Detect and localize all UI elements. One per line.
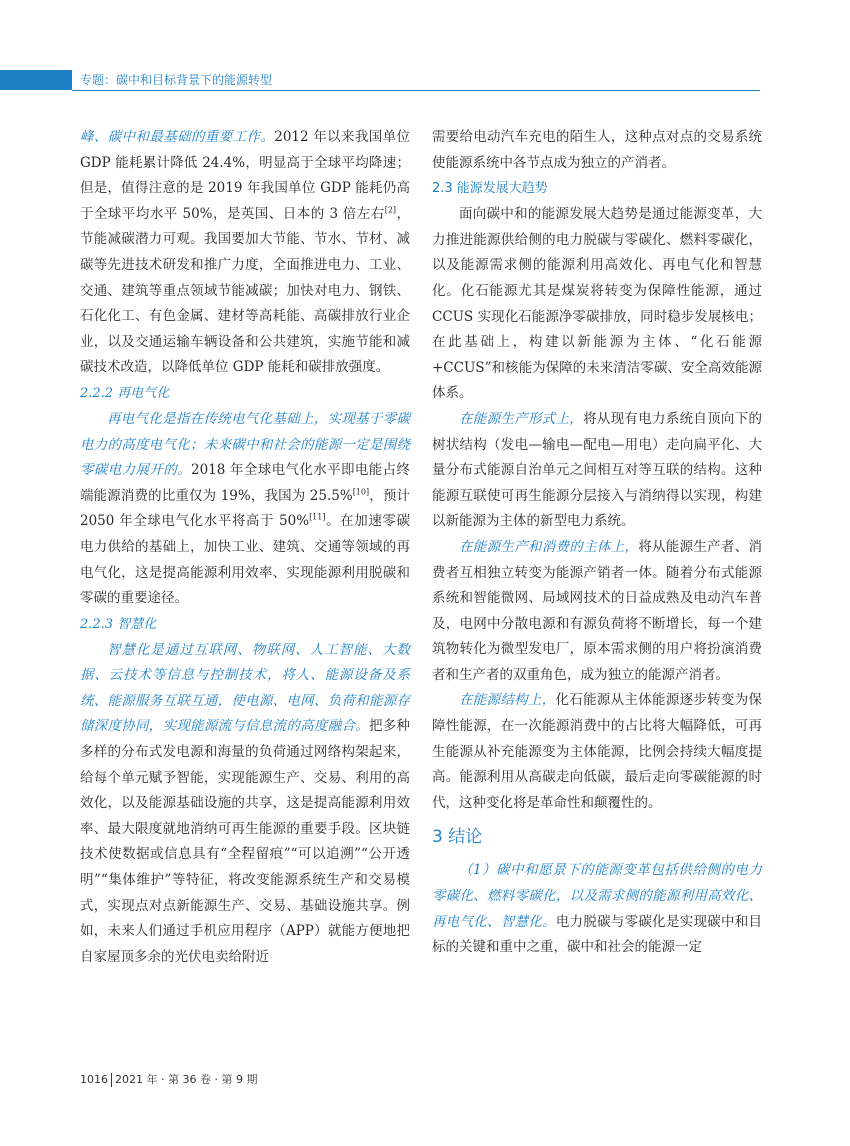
section-heading-3-conclusion: 3 结论: [432, 827, 483, 848]
emphasis-text: 峰、碳中和最基础的重要工作。: [80, 129, 275, 145]
journal-issue: 2021 年 · 第 36 卷 · 第 9 期: [115, 1073, 258, 1086]
section-heading-2-3: 2.3 能源发展大趋势: [432, 181, 548, 197]
page-footer: [80, 1073, 257, 1087]
emphasis-text: 再电气化是指在传统电气化基础上，实现基于零碳电力的高度电气化；未来碳中和社会的能源一定是围绕零碳电力展开的。: [80, 410, 410, 479]
paragraph-production-form: 在能源生产形式上，将从现有电力系统自顶向下的树状结构（发电—输电—配电—用电）走向扁平化、大量分布式能源自治单元之间相互对等互联的结构。这种能源互联使可再生能源分层接入与消纳得以实现，构建以新能源为主体的新型电力系统。: [432, 410, 763, 530]
citation-ref: [10]: [352, 487, 370, 497]
paragraph-trends: 面向碳中和的能源发展大趋势是通过能源变革，大力推进能源供给侧的电力脱碳与零碳化、燃料零碳化，以及能源需求侧的能源利用高效化、再电气化和智慧化。化石能源尤其是煤炭将转变为保障性能源，通过 CCUS 实现化石能源净零碳排放，同时稳步发展核电；在此基础上，构建以新能源为主体、“化石能源+CCUS”和核能为保障的未来清洁零碳、安全高效能源体系。: [432, 206, 762, 402]
emphasis-text: 智慧化是通过互联网、物联网、人工智能、大数据、云技术等信息与控制技术，将人、能源设备及系统、能源服务互联互通，使电源、电网、负荷和能源存储深度协同，实现能源流与信息流的高度融合。: [80, 641, 410, 735]
section-heading-2-2-3: 2.2.3 智慧化: [80, 616, 157, 632]
paragraph-energy-saving: 峰、碳中和最基础的重要工作。2012 年以来我国单位 GDP 能耗累计降低 24.4%，明显高于全球平均降速；但是，值得注意的是 2019 年我国单位 GDP 能耗仍高于全球平均水平 50%，是英国、日本的 3 倍左右[2]，节能减碳潜力可观。我国要加大节能、节水、节材、减碳等先进技术研发和推广力度，全面推进电力、工业、交通、建筑等重点领域节能减碳；加快对电力、钢铁、石化化工、有色金属、建材等高耗能、高碳排放行业企业，以及交通运输车辆设备和公共建筑，实施节能和减碳技术改造，以降低单位 GDP 能耗和碳排放强度。: [80, 129, 411, 376]
header-rule: [72, 90, 760, 91]
page-number: 1016: [80, 1073, 112, 1087]
emphasis-text: （1）碳中和愿景下的能源变革包括供给侧的电力零碳化、燃料零碳化，以及需求侧的能源利用高效化、再电气化、智慧化。: [432, 862, 762, 930]
citation-ref: [2]: [384, 205, 397, 215]
paragraph-continued: 需要给电动汽车充电的陌生人，这种点对点的交易系统使能源系统中各节点成为独立的产消者。: [432, 129, 762, 171]
emphasis-text: 在能源生产和消费的主体上，: [459, 538, 639, 555]
paragraph-energy-structure: 在能源结构上，化石能源从主体能源逐步转变为保障性能源，在一次能源消费中的占比将大幅降低，可再生能源从补充能源变为主体能源，比例会持续大幅度提高。能源利用从高碳走向低碳，最后走向零碳能源的时代，这种变化将是革命性和颠覆性的。: [432, 692, 762, 811]
left-column: [80, 125, 410, 970]
emphasis-text: 在能源生产形式上，: [459, 410, 584, 427]
paragraph-conclusion-1: （1）碳中和愿景下的能源变革包括供给侧的电力零碳化、燃料零碳化，以及需求侧的能源利用高效化、再电气化、智慧化。电力脱碳与零碳化是实现碳中和目标的关键和重中之重，碳中和社会的能源一定: [432, 862, 763, 956]
citation-ref: [11]: [309, 512, 326, 522]
paragraph-production-consumption: 在能源生产和消费的主体上，将从能源生产者、消费者互相独立转变为能源产销者一体。随着分布式能源系统和智能微网、局域网技术的日益成熟及电动汽车普及，电网中分散电源和有源负荷将不断增长，每一个建筑物转化为微型发电厂，原本需求侧的用户将扮演消费者和生产者的双重角色，成为独立的能源产消者。: [432, 538, 763, 683]
header-accent-bar: [0, 70, 72, 90]
paragraph-intelligence: 智慧化是通过互联网、物联网、人工智能、大数据、云技术等信息与控制技术，将人、能源设备及系统、能源服务互联互通，使电源、电网、负荷和能源存储深度协同，实现能源流与信息流的高度融合。把多种多样的分布式发电源和海量的负荷通过网络构架起来，给每个单元赋予智能，实现能源生产、交易、利用的高效化，以及能源基础设施的共享，这是提高能源利用效率、最大限度就地消纳可再生能源的重要手段。区块链技术使数据或信息具有“全程留痕”“可以追溯”“公开透明”“集体维护”等特征，将改变能源系统生产和交易模式，实现点对点新能源生产、交易、基础设施共享。例如，未来人们通过手机应用程序（APP）就能方便地把自家屋顶多余的光伏电卖给附近: [80, 641, 411, 965]
paragraph-re-electrification: 再电气化是指在传统电气化基础上，实现基于零碳电力的高度电气化；未来碳中和社会的能源一定是围绕零碳电力展开的。2018 年全球电气化水平即电能占终端能源消费的比重仅为 19%，我国为 25.5%[10]，预计 2050 年全球电气化水平将高于 50%[11]。在加速零碳电力供给的基础上，加快工业、建筑、交通等领域的再电气化，这是提高能源利用效率、实现能源利用脱碳和零碳的重要途径。: [80, 410, 411, 607]
right-column: [432, 125, 762, 961]
running-header-title: 专题：碳中和目标背景下的能源转型: [80, 73, 273, 87]
emphasis-text: 在能源结构上，: [459, 692, 556, 709]
section-heading-2-2-2: 2.2.2 再电气化: [80, 385, 170, 401]
